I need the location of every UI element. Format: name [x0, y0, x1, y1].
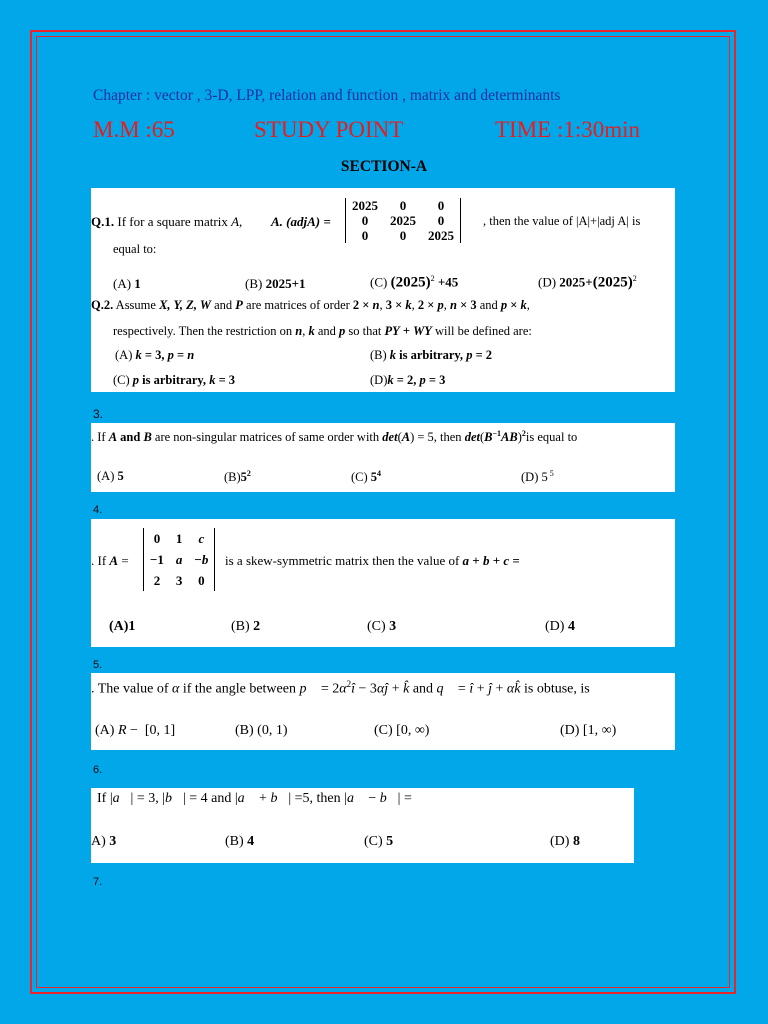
q5-option-c: (C) [0, ∞)	[374, 723, 430, 738]
q2-option-b: (B) k is arbitrary, p = 2	[370, 348, 493, 362]
q4-option-d: (D) 4	[545, 619, 575, 634]
q2-line2: respectively. Then the restriction on n, k and p so that PY + WY will be defined are:	[113, 324, 532, 338]
q1-matrix: 2025 0 0 0 2025 0 0 0 2025	[345, 198, 461, 243]
q4-number: 4.	[93, 504, 103, 516]
q5-option-b: (B) (0, 1)	[235, 723, 288, 738]
q5-option-a: (A) R − [0, 1]	[95, 723, 176, 738]
q2-option-d: (D)k = 2, p = 3	[370, 373, 446, 387]
q4-option-b: (B) 2	[231, 619, 261, 634]
q6-text: If |a⃗| = 3, |b⃗| = 4 and |a⃗ + b⃗| =5, then |a⃗ − b⃗| =	[97, 791, 412, 806]
max-marks: M.M :65	[93, 117, 175, 142]
q2-option-a: (A) k = 3, p = n	[115, 348, 195, 362]
q3-number: 3.	[93, 407, 104, 421]
q1-expression: A. (adjA) =	[271, 214, 331, 229]
q5-number: 5.	[93, 659, 103, 671]
q3-text: . If A and B are non-singular matrices of same order with det(A) = 5, then $\det(B^{-1}AB)^2is$ equal to	[91, 429, 578, 445]
q6-option-d: (D) 8	[550, 834, 580, 849]
q1-lead: Q.1. If for a square matrix A,	[91, 214, 243, 229]
q3-option-b: $(B)5^2$	[224, 469, 251, 485]
q3-option-d: (D) 5 $^5$	[521, 469, 554, 485]
q4-matrix: 0 1 c −1 a −b 2 3 0	[143, 528, 215, 591]
q6-option-a: A) 3	[91, 834, 117, 849]
question-box-q3	[91, 423, 675, 492]
question-box-q5	[91, 673, 675, 750]
q2-line1: Q.2. Assume X, Y, Z, W and P are matrices of order 2 × n, 3 × k, 2 × p, n × 3 and p × k,	[91, 298, 530, 312]
question-box-q4	[91, 519, 675, 647]
q4-tail: is a skew-symmetric matrix then the value of a + b + c =	[225, 553, 520, 568]
q6-option-b: (B) 4	[225, 834, 255, 849]
q5-option-d: (D) [1, ∞)	[560, 723, 617, 738]
q1-option-d: (D) $2025+(2025)^2$	[538, 274, 637, 291]
q7-number: 7.	[93, 876, 103, 888]
q6-number: 6.	[93, 764, 103, 776]
q4-lead: . If A =	[91, 553, 129, 568]
question-box-q1-q2	[91, 188, 675, 392]
q1-option-a: (A) 1	[113, 276, 141, 291]
q1-option-b: (B) 2025+1	[245, 276, 306, 291]
q1-line2: equal to:	[113, 242, 157, 256]
chapter-line: Chapter : vector , 3-D, LPP, relation and function , matrix and determinants	[93, 87, 561, 104]
q1-option-c: (C) $(2025)^2 +45$	[370, 274, 459, 291]
q3-option-c: (C) $5^4$	[351, 469, 382, 485]
question-box-q6	[91, 788, 634, 863]
brand-title: STUDY POINT	[254, 117, 404, 142]
time-limit: TIME :1:30min	[495, 117, 641, 142]
q4-option-c: (C) 3	[367, 619, 397, 634]
q1-tail: , then the value of |A|+|adj A| is	[483, 214, 641, 228]
q3-option-a: (A) 5	[97, 469, 124, 483]
q4-option-a: (A)1	[109, 619, 136, 634]
q2-option-c: (C) p is arbitrary, k = 3	[113, 373, 236, 387]
q6-option-c: (C) 5	[364, 834, 394, 849]
q5-text: . The value of α if the angle between p⃗ = $2\alpha^2î$ − 3αĵ + k̂ and q⃗ = î + ĵ + αk̂ is obtuse, is	[91, 679, 590, 697]
section-heading: SECTION-A	[340, 158, 428, 175]
